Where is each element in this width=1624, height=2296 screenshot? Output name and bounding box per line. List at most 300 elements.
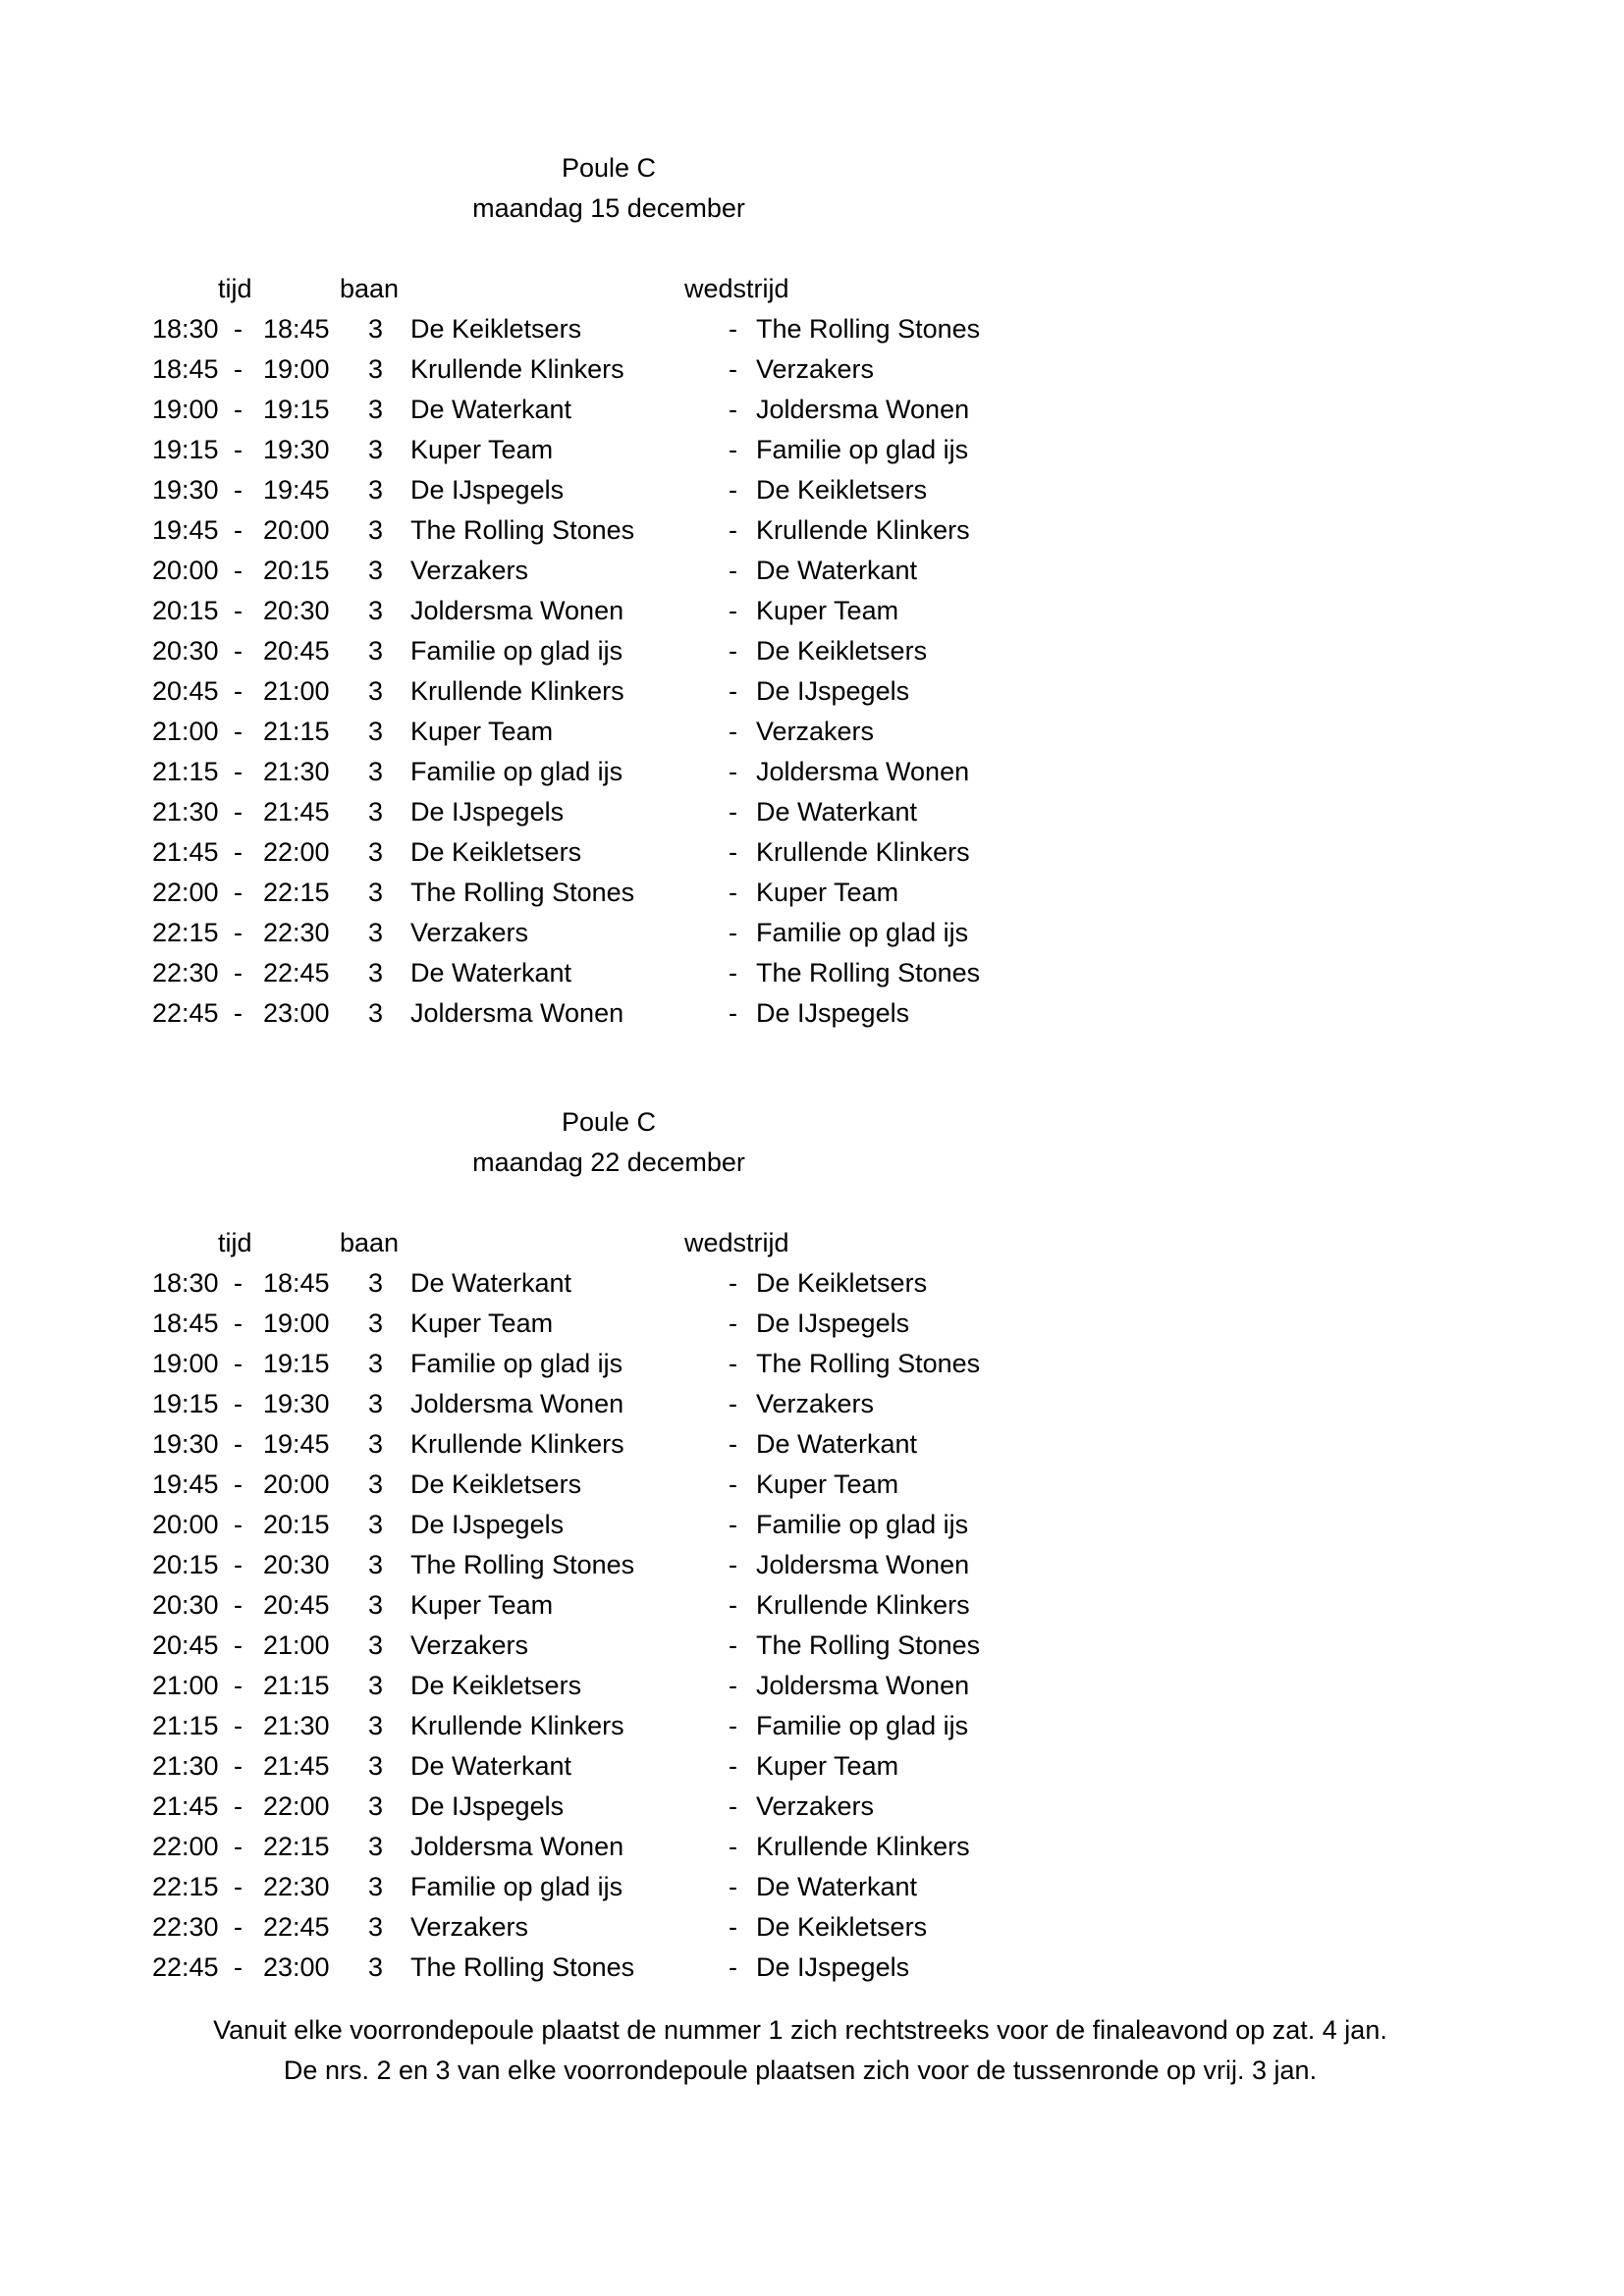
away-team: Krullende Klinkers — [756, 515, 970, 545]
match-separator-icon: - — [729, 1510, 737, 1539]
match-separator-icon: - — [729, 717, 737, 746]
schedule-row — [152, 913, 1624, 953]
lane-number: 3 — [368, 717, 384, 746]
home-team: Verzakers — [410, 1630, 529, 1660]
time-separator-icon: - — [234, 636, 243, 666]
time-start: 21:30 — [152, 797, 219, 827]
time-separator-icon: - — [234, 1389, 243, 1418]
schedule-row — [152, 631, 1624, 671]
time-start: 21:00 — [152, 717, 219, 746]
time-start: 18:30 — [152, 314, 219, 344]
lane-number: 3 — [368, 1630, 384, 1660]
home-team: De Keikletsers — [410, 1469, 582, 1499]
time-start: 22:15 — [152, 918, 219, 947]
schedule-row — [152, 873, 1624, 913]
away-team: De Keikletsers — [756, 1268, 928, 1298]
home-team: De Waterkant — [410, 958, 572, 988]
home-team: De IJspegels — [410, 475, 565, 505]
time-end: 20:30 — [263, 1550, 330, 1579]
schedule-row — [152, 792, 1624, 832]
away-team: Verzakers — [756, 717, 875, 746]
schedule-row — [152, 993, 1624, 1034]
away-team: De IJspegels — [756, 1308, 910, 1338]
time-start: 20:45 — [152, 676, 219, 706]
time-separator-icon: - — [234, 1550, 243, 1579]
schedule-row — [152, 1907, 1624, 1948]
match-separator-icon: - — [729, 435, 737, 464]
home-team: De IJspegels — [410, 797, 565, 827]
match-separator-icon: - — [729, 998, 737, 1028]
away-team: De Waterkant — [756, 1429, 918, 1459]
time-start: 19:30 — [152, 475, 219, 505]
footer-notes — [152, 2010, 1448, 2091]
time-end: 19:30 — [263, 435, 330, 464]
home-team: Familie op glad ijs — [410, 1349, 623, 1378]
time-start: 19:15 — [152, 435, 219, 464]
away-team: De IJspegels — [756, 998, 910, 1028]
lane-number: 3 — [368, 958, 384, 988]
lane-number: 3 — [368, 596, 384, 625]
time-start: 22:45 — [152, 1952, 219, 1982]
schedule-row — [152, 1304, 1624, 1344]
poule-date: maandag 22 december — [472, 1148, 745, 1177]
home-team: Familie op glad ijs — [410, 1872, 623, 1901]
footer-note-1: Vanuit elke voorrondepoule plaatst de nummer 1 zich rechtstreeks voor de finaleavond op zat. 4 jan. — [213, 2015, 1387, 2045]
time-separator-icon: - — [234, 556, 243, 585]
schedule-row — [152, 1666, 1624, 1706]
time-separator-icon: - — [234, 1711, 243, 1740]
schedule-row — [152, 1948, 1624, 1988]
lane-number: 3 — [368, 1952, 384, 1982]
home-team: Verzakers — [410, 1912, 529, 1942]
poule-title: Poule C — [561, 1107, 657, 1137]
schedule-row — [152, 832, 1624, 873]
time-start: 21:45 — [152, 837, 219, 867]
schedule-row — [152, 1585, 1624, 1626]
time-separator-icon: - — [234, 676, 243, 706]
lane-number: 3 — [368, 1912, 384, 1942]
time-start: 19:45 — [152, 1469, 219, 1499]
away-team: Familie op glad ijs — [756, 918, 969, 947]
time-end: 18:45 — [263, 314, 330, 344]
home-team: De Keikletsers — [410, 837, 582, 867]
home-team: De Waterkant — [410, 1268, 572, 1298]
lane-number: 3 — [368, 475, 384, 505]
home-team: The Rolling Stones — [410, 878, 635, 907]
time-start: 18:45 — [152, 354, 219, 384]
away-team: Krullende Klinkers — [756, 837, 970, 867]
home-team: Krullende Klinkers — [410, 354, 624, 384]
schedule-row — [152, 430, 1624, 470]
home-team: Krullende Klinkers — [410, 676, 624, 706]
column-header-baan: baan — [340, 274, 400, 303]
away-team: Kuper Team — [756, 596, 899, 625]
match-separator-icon: - — [729, 1308, 737, 1338]
home-team: Familie op glad ijs — [410, 636, 623, 666]
time-separator-icon: - — [234, 314, 243, 344]
away-team: De Keikletsers — [756, 1912, 928, 1942]
column-header-baan: baan — [340, 1228, 400, 1257]
time-separator-icon: - — [234, 918, 243, 947]
time-separator-icon: - — [234, 1308, 243, 1338]
time-separator-icon: - — [234, 1832, 243, 1861]
match-separator-icon: - — [729, 1590, 737, 1620]
lane-number: 3 — [368, 1389, 384, 1418]
match-separator-icon: - — [729, 314, 737, 344]
lane-number: 3 — [368, 515, 384, 545]
time-end: 22:30 — [263, 918, 330, 947]
home-team: The Rolling Stones — [410, 1952, 635, 1982]
match-separator-icon: - — [729, 1389, 737, 1418]
time-separator-icon: - — [234, 1791, 243, 1821]
lane-number: 3 — [368, 556, 384, 585]
match-separator-icon: - — [729, 1429, 737, 1459]
schedule-row — [152, 1827, 1624, 1867]
match-separator-icon: - — [729, 1630, 737, 1660]
time-end: 19:00 — [263, 354, 330, 384]
schedule-row — [152, 510, 1624, 551]
time-end: 20:15 — [263, 1510, 330, 1539]
schedule-row — [152, 712, 1624, 752]
schedule-row — [152, 1465, 1624, 1505]
home-team: Familie op glad ijs — [410, 757, 623, 786]
away-team: De IJspegels — [756, 1952, 910, 1982]
away-team: Kuper Team — [756, 1751, 899, 1781]
time-start: 19:00 — [152, 395, 219, 424]
time-end: 19:00 — [263, 1308, 330, 1338]
time-start: 22:30 — [152, 958, 219, 988]
time-end: 21:15 — [263, 717, 330, 746]
away-team: Joldersma Wonen — [756, 1550, 970, 1579]
match-separator-icon: - — [729, 636, 737, 666]
schedule-row — [152, 349, 1624, 390]
home-team: Joldersma Wonen — [410, 1832, 624, 1861]
home-team: Joldersma Wonen — [410, 1389, 624, 1418]
schedule-row — [152, 1424, 1624, 1465]
match-separator-icon: - — [729, 1711, 737, 1740]
time-separator-icon: - — [234, 1952, 243, 1982]
match-separator-icon: - — [729, 515, 737, 545]
time-start: 20:30 — [152, 1590, 219, 1620]
time-end: 20:00 — [263, 1469, 330, 1499]
away-team: Familie op glad ijs — [756, 435, 969, 464]
schedule-row — [152, 470, 1624, 510]
lane-number: 3 — [368, 1791, 384, 1821]
time-start: 20:00 — [152, 1510, 219, 1539]
time-separator-icon: - — [234, 354, 243, 384]
time-end: 18:45 — [263, 1268, 330, 1298]
schedule-row — [152, 1746, 1624, 1787]
away-team: Joldersma Wonen — [756, 395, 970, 424]
column-header-tijd: tijd — [218, 1228, 252, 1257]
footer-note-2: De nrs. 2 en 3 van elke voorrondepoule plaatsen zich voor de tussenronde op vrij. 3 jan. — [283, 2056, 1318, 2085]
match-separator-icon: - — [729, 1671, 737, 1700]
schedule-block-15-december — [152, 148, 1624, 1034]
lane-number: 3 — [368, 1751, 384, 1781]
match-separator-icon: - — [729, 354, 737, 384]
match-separator-icon: - — [729, 1952, 737, 1982]
time-separator-icon: - — [234, 958, 243, 988]
time-start: 22:15 — [152, 1872, 219, 1901]
lane-number: 3 — [368, 1832, 384, 1861]
home-team: De IJspegels — [410, 1510, 565, 1539]
lane-number: 3 — [368, 636, 384, 666]
time-end: 19:15 — [263, 1349, 330, 1378]
poule-date: maandag 15 december — [472, 193, 745, 223]
time-start: 21:00 — [152, 1671, 219, 1700]
time-end: 22:00 — [263, 1791, 330, 1821]
away-team: De Waterkant — [756, 1872, 918, 1901]
time-start: 22:45 — [152, 998, 219, 1028]
time-start: 21:30 — [152, 1751, 219, 1781]
schedule-title-block — [152, 148, 1065, 229]
lane-number: 3 — [368, 998, 384, 1028]
time-end: 20:00 — [263, 515, 330, 545]
time-end: 21:00 — [263, 1630, 330, 1660]
time-separator-icon: - — [234, 1671, 243, 1700]
lane-number: 3 — [368, 314, 384, 344]
away-team: De IJspegels — [756, 676, 910, 706]
time-separator-icon: - — [234, 1630, 243, 1660]
schedule-row — [152, 1344, 1624, 1384]
away-team: Krullende Klinkers — [756, 1832, 970, 1861]
home-team: De Keikletsers — [410, 1671, 582, 1700]
time-separator-icon: - — [234, 998, 243, 1028]
match-separator-icon: - — [729, 878, 737, 907]
lane-number: 3 — [368, 1510, 384, 1539]
away-team: The Rolling Stones — [756, 314, 981, 344]
time-start: 20:00 — [152, 556, 219, 585]
lane-number: 3 — [368, 1711, 384, 1740]
time-end: 21:30 — [263, 757, 330, 786]
lane-number: 3 — [368, 435, 384, 464]
time-start: 20:45 — [152, 1630, 219, 1660]
away-team: Joldersma Wonen — [756, 757, 970, 786]
schedule-row — [152, 390, 1624, 430]
away-team: Krullende Klinkers — [756, 1590, 970, 1620]
away-team: De Waterkant — [756, 556, 918, 585]
lane-number: 3 — [368, 797, 384, 827]
time-separator-icon: - — [234, 475, 243, 505]
time-start: 19:30 — [152, 1429, 219, 1459]
match-separator-icon: - — [729, 1832, 737, 1861]
home-team: De Keikletsers — [410, 314, 582, 344]
away-team: Familie op glad ijs — [756, 1711, 969, 1740]
time-end: 22:45 — [263, 958, 330, 988]
blank-line — [152, 1183, 1624, 1223]
time-start: 19:15 — [152, 1389, 219, 1418]
time-separator-icon: - — [234, 515, 243, 545]
home-team: The Rolling Stones — [410, 515, 635, 545]
time-separator-icon: - — [234, 1590, 243, 1620]
time-separator-icon: - — [234, 1268, 243, 1298]
time-start: 21:15 — [152, 757, 219, 786]
schedule-rows — [152, 1263, 1624, 1988]
match-separator-icon: - — [729, 596, 737, 625]
time-start: 22:00 — [152, 878, 219, 907]
schedule-row — [152, 1626, 1624, 1666]
time-end: 20:45 — [263, 636, 330, 666]
time-separator-icon: - — [234, 596, 243, 625]
away-team: Joldersma Wonen — [756, 1671, 970, 1700]
lane-number: 3 — [368, 918, 384, 947]
schedule-row — [152, 1867, 1624, 1907]
poule-title: Poule C — [561, 153, 657, 183]
column-header-wedstrijd: wedstrijd — [684, 274, 789, 303]
time-separator-icon: - — [234, 1469, 243, 1499]
lane-number: 3 — [368, 757, 384, 786]
time-separator-icon: - — [234, 717, 243, 746]
lane-number: 3 — [368, 1550, 384, 1579]
match-separator-icon: - — [729, 1791, 737, 1821]
away-team: Familie op glad ijs — [756, 1510, 969, 1539]
time-end: 22:00 — [263, 837, 330, 867]
time-start: 20:15 — [152, 1550, 219, 1579]
time-end: 21:00 — [263, 676, 330, 706]
time-end: 21:15 — [263, 1671, 330, 1700]
time-end: 22:15 — [263, 878, 330, 907]
away-team: De Waterkant — [756, 797, 918, 827]
blank-line — [152, 229, 1624, 269]
lane-number: 3 — [368, 1671, 384, 1700]
lane-number: 3 — [368, 1349, 384, 1378]
lane-number: 3 — [368, 878, 384, 907]
time-start: 19:45 — [152, 515, 219, 545]
home-team: Verzakers — [410, 918, 529, 947]
match-separator-icon: - — [729, 918, 737, 947]
time-end: 20:30 — [263, 596, 330, 625]
time-separator-icon: - — [234, 435, 243, 464]
schedule-row — [152, 1706, 1624, 1746]
match-separator-icon: - — [729, 797, 737, 827]
time-end: 22:15 — [263, 1832, 330, 1861]
time-separator-icon: - — [234, 878, 243, 907]
schedule-row — [152, 591, 1624, 631]
match-separator-icon: - — [729, 475, 737, 505]
schedule-row — [152, 1263, 1624, 1304]
schedule-row — [152, 551, 1624, 591]
time-separator-icon: - — [234, 1872, 243, 1901]
match-separator-icon: - — [729, 1268, 737, 1298]
time-separator-icon: - — [234, 1751, 243, 1781]
time-end: 20:45 — [263, 1590, 330, 1620]
home-team: The Rolling Stones — [410, 1550, 635, 1579]
home-team: Joldersma Wonen — [410, 998, 624, 1028]
time-end: 22:45 — [263, 1912, 330, 1942]
schedule-row — [152, 1505, 1624, 1545]
time-separator-icon: - — [234, 1349, 243, 1378]
home-team: Kuper Team — [410, 717, 554, 746]
lane-number: 3 — [368, 1872, 384, 1901]
away-team: The Rolling Stones — [756, 1349, 981, 1378]
time-separator-icon: - — [234, 797, 243, 827]
time-end: 21:45 — [263, 1751, 330, 1781]
home-team: Kuper Team — [410, 435, 554, 464]
time-separator-icon: - — [234, 395, 243, 424]
schedule-row — [152, 671, 1624, 712]
lane-number: 3 — [368, 1590, 384, 1620]
time-start: 22:30 — [152, 1912, 219, 1942]
schedule-row — [152, 953, 1624, 993]
lane-number: 3 — [368, 1308, 384, 1338]
match-separator-icon: - — [729, 958, 737, 988]
time-start: 20:15 — [152, 596, 219, 625]
schedule-title-block — [152, 1102, 1065, 1183]
time-end: 19:45 — [263, 1429, 330, 1459]
match-separator-icon: - — [729, 1912, 737, 1942]
match-separator-icon: - — [729, 1751, 737, 1781]
column-header-wedstrijd: wedstrijd — [684, 1228, 789, 1257]
schedule-row — [152, 1384, 1624, 1424]
time-separator-icon: - — [234, 757, 243, 786]
schedule-rows — [152, 309, 1624, 1034]
match-separator-icon: - — [729, 395, 737, 424]
lane-number: 3 — [368, 1429, 384, 1459]
time-separator-icon: - — [234, 1429, 243, 1459]
time-end: 23:00 — [263, 998, 330, 1028]
time-end: 20:15 — [263, 556, 330, 585]
time-separator-icon: - — [234, 837, 243, 867]
time-separator-icon: - — [234, 1510, 243, 1539]
lane-number: 3 — [368, 1268, 384, 1298]
home-team: Verzakers — [410, 556, 529, 585]
away-team: Verzakers — [756, 354, 875, 384]
time-end: 23:00 — [263, 1952, 330, 1982]
home-team: Krullende Klinkers — [410, 1429, 624, 1459]
away-team: Verzakers — [756, 1389, 875, 1418]
table-header-row — [152, 269, 1232, 309]
time-start: 18:45 — [152, 1308, 219, 1338]
home-team: De Waterkant — [410, 1751, 572, 1781]
table-header-row — [152, 1223, 1232, 1263]
column-header-tijd: tijd — [218, 274, 252, 303]
time-start: 20:30 — [152, 636, 219, 666]
home-team: De Waterkant — [410, 395, 572, 424]
away-team: The Rolling Stones — [756, 958, 981, 988]
time-end: 19:45 — [263, 475, 330, 505]
away-team: Kuper Team — [756, 1469, 899, 1499]
match-separator-icon: - — [729, 1550, 737, 1579]
away-team: De Keikletsers — [756, 636, 928, 666]
schedule-block-22-december — [152, 1102, 1624, 1988]
lane-number: 3 — [368, 354, 384, 384]
time-start: 22:00 — [152, 1832, 219, 1861]
time-end: 19:15 — [263, 395, 330, 424]
home-team: Krullende Klinkers — [410, 1711, 624, 1740]
match-separator-icon: - — [729, 1349, 737, 1378]
time-start: 21:15 — [152, 1711, 219, 1740]
home-team: Kuper Team — [410, 1308, 554, 1338]
match-separator-icon: - — [729, 676, 737, 706]
schedule-row — [152, 1787, 1624, 1827]
time-start: 18:30 — [152, 1268, 219, 1298]
schedule-row — [152, 309, 1624, 349]
match-separator-icon: - — [729, 1872, 737, 1901]
home-team: Kuper Team — [410, 1590, 554, 1620]
away-team: The Rolling Stones — [756, 1630, 981, 1660]
schedule-row — [152, 1545, 1624, 1585]
time-end: 21:45 — [263, 797, 330, 827]
match-separator-icon: - — [729, 837, 737, 867]
home-team: Joldersma Wonen — [410, 596, 624, 625]
schedule-row — [152, 752, 1624, 792]
home-team: De IJspegels — [410, 1791, 565, 1821]
time-separator-icon: - — [234, 1912, 243, 1942]
away-team: De Keikletsers — [756, 475, 928, 505]
away-team: Verzakers — [756, 1791, 875, 1821]
time-start: 21:45 — [152, 1791, 219, 1821]
lane-number: 3 — [368, 395, 384, 424]
